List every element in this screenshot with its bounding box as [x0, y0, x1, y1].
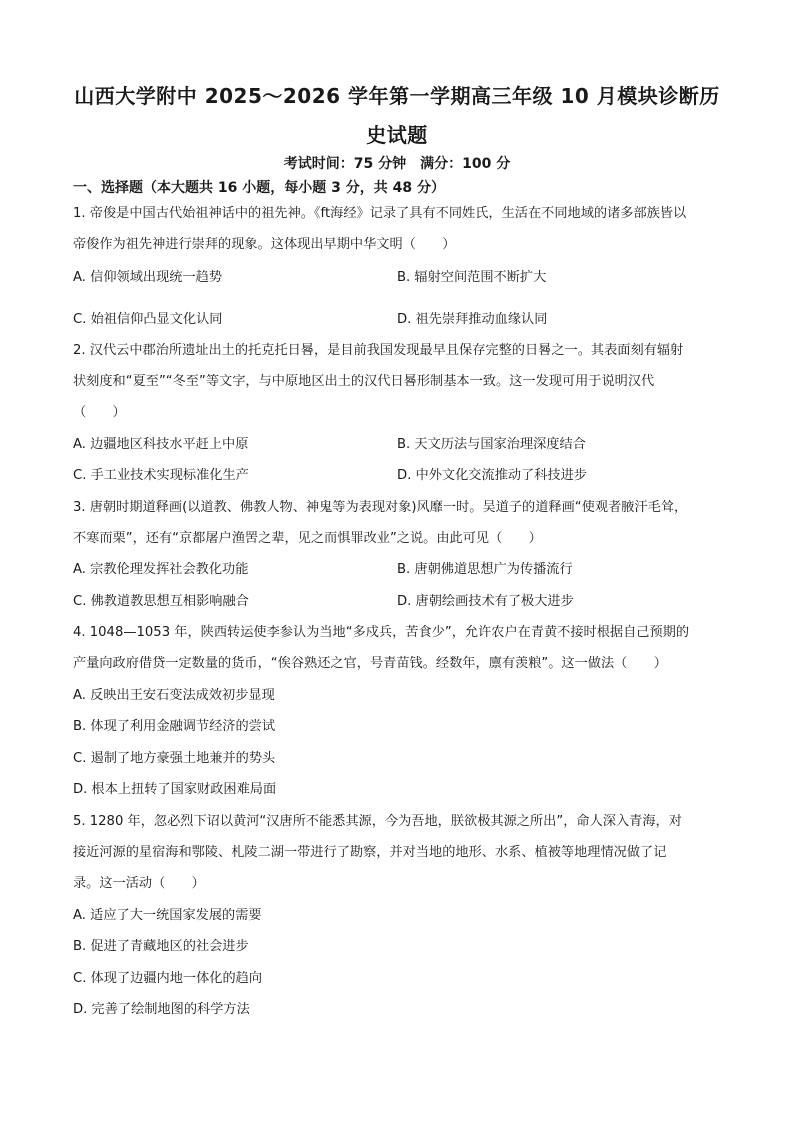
- question-1-line-2: 帝俊作为祖先神进行崇拜的现象。这体现出早期中华文明（ ）: [73, 237, 456, 252]
- question-4-option-c: C. 遏制了地方豪强土地兼并的势头: [73, 751, 276, 766]
- question-2-line-2: 状刻度和“夏至”“冬至”等文字，与中原地区出土的汉代日晷形制基本一致。这一发现可用于说明汉代: [73, 374, 655, 389]
- question-5-option-a: A. 适应了大一统国家发展的需要: [73, 908, 262, 923]
- question-5-option-d: D. 完善了绘制地图的科学方法: [73, 1002, 250, 1017]
- question-5-line-1: 5. 1280 年，忽必烈下诏以黄河“汉唐所不能悉其源，今为吾地，朕欲极其源之所出”，命人深入青海，对: [73, 814, 682, 829]
- question-2-option-b: B. 天文历法与国家治理深度结合: [397, 437, 586, 452]
- question-5-option-b: B. 促进了青藏地区的社会进步: [73, 939, 249, 954]
- question-1-option-b: B. 辐射空间范围不断扩大: [397, 270, 547, 285]
- question-4-option-a: A. 反映出王安石变法成效初步显现: [73, 688, 275, 703]
- question-1-option-c: C. 始祖信仰凸显文化认同: [73, 312, 223, 327]
- exam-title-line1: 山西大学附中 2025～2026 学年第一学期高三年级 10 月模块诊断历: [74, 84, 720, 108]
- question-3-line-2: 不寒而栗”，还有“京都屠户渔罟之辈，见之而惧罪改业”之说。由此可见（ ）: [73, 531, 542, 546]
- question-3-option-a: A. 宗教伦理发挥社会教化功能: [73, 562, 249, 577]
- exam-info: 考试时间：75 分钟 满分：100 分: [283, 156, 511, 172]
- question-1-line-1: 1. 帝俊是中国古代始祖神话中的祖先神。《ft海经》记录了具有不同姓氏，生活在不同地域的诸多部族皆以: [73, 206, 687, 221]
- question-2-option-d: D. 中外文化交流推动了科技进步: [397, 468, 587, 483]
- question-5-option-c: C. 体现了边疆内地一体化的趋向: [73, 971, 263, 986]
- question-4-option-b: B. 体现了利用金融调节经济的尝试: [73, 719, 276, 734]
- question-3-line-1: 3. 唐朝时期道释画(以道教、佛教人物、神鬼等为表现对象)风靡一时。吴道子的道释画“使观者腋汗毛耸，: [73, 500, 688, 515]
- question-2-option-a: A. 边疆地区科技水平赶上中原: [73, 437, 249, 452]
- question-3-option-b: B. 唐朝佛道思想广为传播流行: [397, 562, 573, 577]
- question-3-option-d: D. 唐朝绘画技术有了极大进步: [397, 594, 574, 609]
- question-3-option-c: C. 佛教道教思想互相影响融合: [73, 594, 249, 609]
- question-2-line-3: （ ）: [73, 405, 126, 420]
- question-2-line-1: 2. 汉代云中郡治所遗址出土的托克托日晷，是目前我国发现最早且保存完整的日晷之一。其表面刻有辐射: [73, 343, 684, 358]
- exam-title-line2: 史试题: [366, 123, 428, 147]
- question-5-line-2: 接近河源的星宿海和鄂陵、札陵二湖一带进行了勘察，并对当地的地形、水系、植被等地理情况做了记: [73, 845, 667, 860]
- section-heading: 一、选择题（本大题共 16 小题，每小题 3 分，共 48 分）: [73, 180, 445, 196]
- question-5-line-3: 录。这一活动（ ）: [73, 876, 205, 891]
- question-4-line-2: 产量向政府借贷一定数量的货币，“俟谷熟还之官，号青苗钱。经数年，廪有羡粮”。这一做法（ ）: [73, 656, 667, 671]
- question-4-option-d: D. 根本上扭转了国家财政困难局面: [73, 782, 277, 797]
- question-4-line-1: 4. 1048—1053 年，陕西转运使李参认为当地“多戍兵，苦食少”，允许农户在青黄不接时根据自己预期的: [73, 625, 690, 640]
- question-1-option-d: D. 祖先崇拜推动血缘认同: [397, 312, 548, 327]
- question-1-option-a: A. 信仰领域出现统一趋势: [73, 270, 223, 285]
- question-2-option-c: C. 手工业技术实现标准化生产: [73, 468, 249, 483]
